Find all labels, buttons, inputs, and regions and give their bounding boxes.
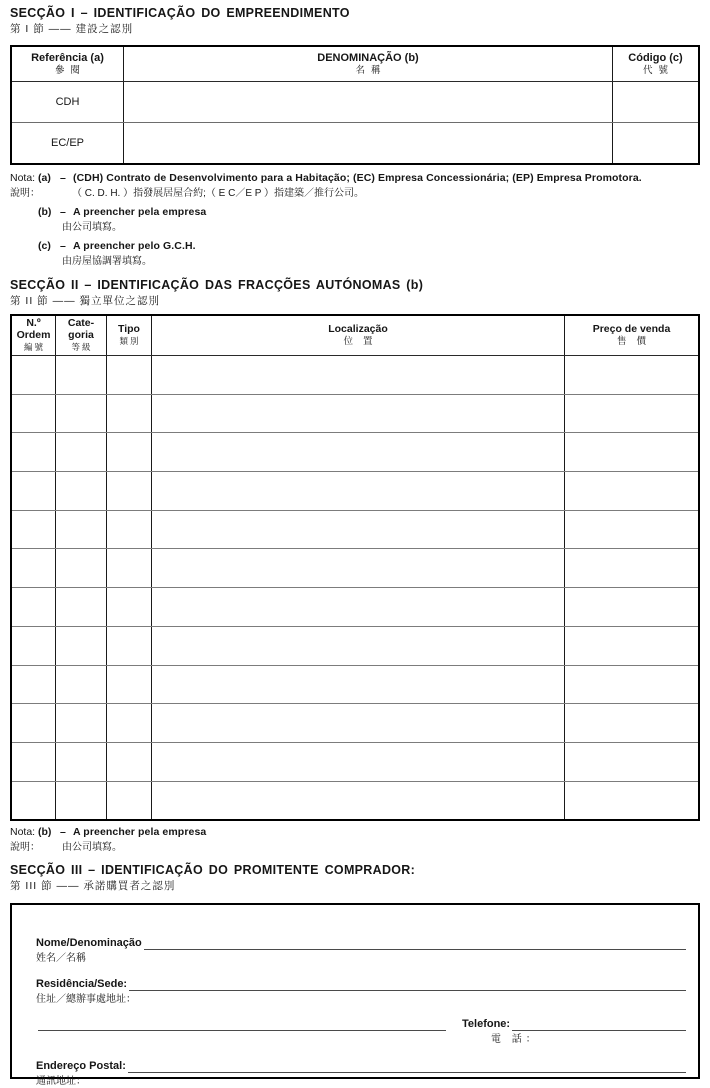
denominacao-input-cell[interactable] <box>124 123 613 163</box>
section1-title-zh: 第 I 節 —— 建設之認別 <box>10 23 134 35</box>
table-input-cell[interactable] <box>152 588 565 626</box>
col-tipo-header: Tipo 類別 <box>107 316 152 355</box>
table-input-cell[interactable] <box>152 356 565 394</box>
telefone-field-row <box>36 1018 686 1031</box>
table-row <box>12 665 698 704</box>
table-input-cell[interactable] <box>565 395 698 433</box>
table-row <box>12 394 698 433</box>
table-input-cell[interactable] <box>107 472 152 510</box>
table-row <box>12 742 698 781</box>
table-input-cell[interactable] <box>56 704 107 742</box>
nota-label: Nota: <box>10 172 36 184</box>
section3-box <box>10 903 700 1088</box>
section2-table-header <box>12 316 698 356</box>
nome-label: Nome/Denominação <box>36 937 142 950</box>
table-input-cell[interactable] <box>12 472 56 510</box>
telefone-input-line[interactable] <box>512 1018 686 1031</box>
table-row-cdh <box>12 82 698 123</box>
section1-notes <box>10 172 700 268</box>
table-input-cell[interactable] <box>565 356 698 394</box>
nota-label: Nota: <box>10 826 36 839</box>
note-b: (b) – A preencher pela empresa <box>38 206 207 218</box>
table-row <box>12 587 698 626</box>
nome-input-line[interactable] <box>144 937 686 950</box>
section2-note: Nota: (b) – A preencher pela empresa 說明： 由公司填寫。 <box>10 826 207 854</box>
table-input-cell[interactable] <box>12 511 56 549</box>
table-input-cell[interactable] <box>565 433 698 471</box>
table-input-cell[interactable] <box>56 356 107 394</box>
table-input-cell[interactable] <box>12 433 56 471</box>
section1-table <box>10 45 700 165</box>
table-row <box>12 626 698 665</box>
ref-cell: EC/EP <box>12 123 124 163</box>
section2-table-body <box>12 356 698 819</box>
section3-title-zh: 第 III 節 —— 承諾購買者之認別 <box>10 880 176 893</box>
col-preco-header: Preço de venda 售價 <box>592 322 671 348</box>
endereco-field-row <box>36 1060 686 1073</box>
table-input-cell[interactable] <box>107 395 152 433</box>
table-input-cell[interactable] <box>152 743 565 781</box>
table-input-cell[interactable] <box>107 549 152 587</box>
table-input-cell[interactable] <box>152 549 565 587</box>
nome-label-zh: 姓名／名稱 <box>36 953 86 965</box>
table-input-cell[interactable] <box>107 782 152 820</box>
section2-title-zh: 第 II 節 —— 獨立單位之認別 <box>10 295 161 307</box>
table-input-cell[interactable] <box>56 549 107 587</box>
table-input-cell[interactable] <box>107 704 152 742</box>
section1-table-header <box>12 47 698 82</box>
endereco-label: Endereço Postal: <box>36 1060 126 1073</box>
table-row <box>12 356 698 394</box>
table-row <box>12 703 698 742</box>
table-input-cell[interactable] <box>152 433 565 471</box>
nome-field-row <box>36 937 686 950</box>
table-input-cell[interactable] <box>152 704 565 742</box>
table-input-cell[interactable] <box>107 627 152 665</box>
table-input-cell[interactable] <box>565 704 698 742</box>
table-input-cell[interactable] <box>12 395 56 433</box>
table-input-cell[interactable] <box>12 356 56 394</box>
note-a: Nota: (a) – (CDH) Contrato de Desenvolvimento para a Habitação; (EC) Empresa Concessionária; (EP) Empresa Promotora. <box>10 172 642 184</box>
table-input-cell[interactable] <box>565 511 698 549</box>
residencia-continuation-line[interactable] <box>38 1018 446 1031</box>
col-localizacao-header: Localização 位置 <box>152 316 565 355</box>
table-input-cell[interactable] <box>12 782 56 820</box>
residencia-input-line[interactable] <box>129 978 686 991</box>
table-input-cell[interactable] <box>565 549 698 587</box>
table-input-cell[interactable] <box>107 666 152 704</box>
table-input-cell[interactable] <box>12 666 56 704</box>
col-ordem-header: N.º Ordem 編號 <box>12 316 56 355</box>
section1-title: SECÇÃO I – IDENTIFICAÇÃO DO EMPREENDIMENTO <box>10 6 350 20</box>
table-input-cell[interactable] <box>152 782 565 820</box>
denominacao-input-cell[interactable] <box>124 82 613 122</box>
table-input-cell[interactable] <box>565 472 698 510</box>
section2-table <box>10 314 700 821</box>
telefone-label: Telefone: <box>462 1018 511 1031</box>
note-b-zh: 由公司填寫。 <box>62 222 122 233</box>
codigo-input-cell[interactable] <box>613 123 698 163</box>
col-denominacao-header: DENOMINAÇÃO (b) 名稱 <box>124 47 613 81</box>
table-row <box>12 510 698 549</box>
table-row <box>12 781 698 820</box>
table-row <box>12 548 698 587</box>
telefone-label-zh: 電 話： <box>491 1034 540 1046</box>
col-categoria-header: Cate- goria 等級 <box>56 316 107 355</box>
table-input-cell[interactable] <box>107 511 152 549</box>
table-input-cell[interactable] <box>107 588 152 626</box>
table-input-cell[interactable] <box>56 627 107 665</box>
endereco-label-zh: 通訊地址： <box>36 1076 86 1088</box>
table-input-cell[interactable] <box>56 472 107 510</box>
table-input-cell[interactable] <box>152 511 565 549</box>
table-input-cell[interactable] <box>107 743 152 781</box>
table-input-cell[interactable] <box>565 743 698 781</box>
table-input-cell[interactable] <box>12 704 56 742</box>
ref-cell: CDH <box>12 82 124 122</box>
table-input-cell[interactable] <box>12 588 56 626</box>
table-input-cell[interactable] <box>152 472 565 510</box>
table-input-cell[interactable] <box>12 743 56 781</box>
section2-title: SECÇÃO II – IDENTIFICAÇÃO DAS FRACÇÕES AUTÓNOMAS (b) <box>10 278 424 292</box>
table-input-cell[interactable] <box>565 588 698 626</box>
table-input-cell[interactable] <box>56 588 107 626</box>
table-input-cell[interactable] <box>12 627 56 665</box>
residencia-label: Residência/Sede: <box>36 978 128 991</box>
table-input-cell[interactable] <box>107 433 152 471</box>
col-referencia-header: Referência (a) 參閱 <box>12 47 124 81</box>
table-input-cell[interactable] <box>152 395 565 433</box>
table-input-cell[interactable] <box>152 666 565 704</box>
residencia-label-zh: 住址／總辦事處地址： <box>36 994 136 1006</box>
residencia-field-row <box>36 978 686 991</box>
table-input-cell[interactable] <box>56 395 107 433</box>
note-a-zh: 說明： （ C. D. H. ）指發展居屋合約;（ E C／E P ）指建築／推行公司。 <box>10 188 365 199</box>
codigo-input-cell[interactable] <box>613 82 698 122</box>
table-row-ecep <box>12 123 698 163</box>
table-input-cell[interactable] <box>107 356 152 394</box>
table-input-cell[interactable] <box>565 782 698 820</box>
table-input-cell[interactable] <box>56 743 107 781</box>
table-input-cell[interactable] <box>56 511 107 549</box>
table-input-cell[interactable] <box>12 549 56 587</box>
table-row <box>12 471 698 510</box>
table-row <box>12 432 698 471</box>
table-input-cell[interactable] <box>56 433 107 471</box>
section3-title: SECÇÃO III – IDENTIFICAÇÃO DO PROMITENTE COMPRADOR: <box>10 863 416 878</box>
note-c: (c) – A preencher pelo G.C.H. <box>38 240 196 252</box>
table-input-cell[interactable] <box>565 666 698 704</box>
table-input-cell[interactable] <box>56 782 107 820</box>
endereco-input-line[interactable] <box>128 1060 686 1073</box>
note-c-zh: 由房屋協調署填寫。 <box>62 256 152 267</box>
table-input-cell[interactable] <box>565 627 698 665</box>
table-input-cell[interactable] <box>152 627 565 665</box>
col-codigo-header: Código (c) 代號 <box>628 51 683 76</box>
table-input-cell[interactable] <box>56 666 107 704</box>
